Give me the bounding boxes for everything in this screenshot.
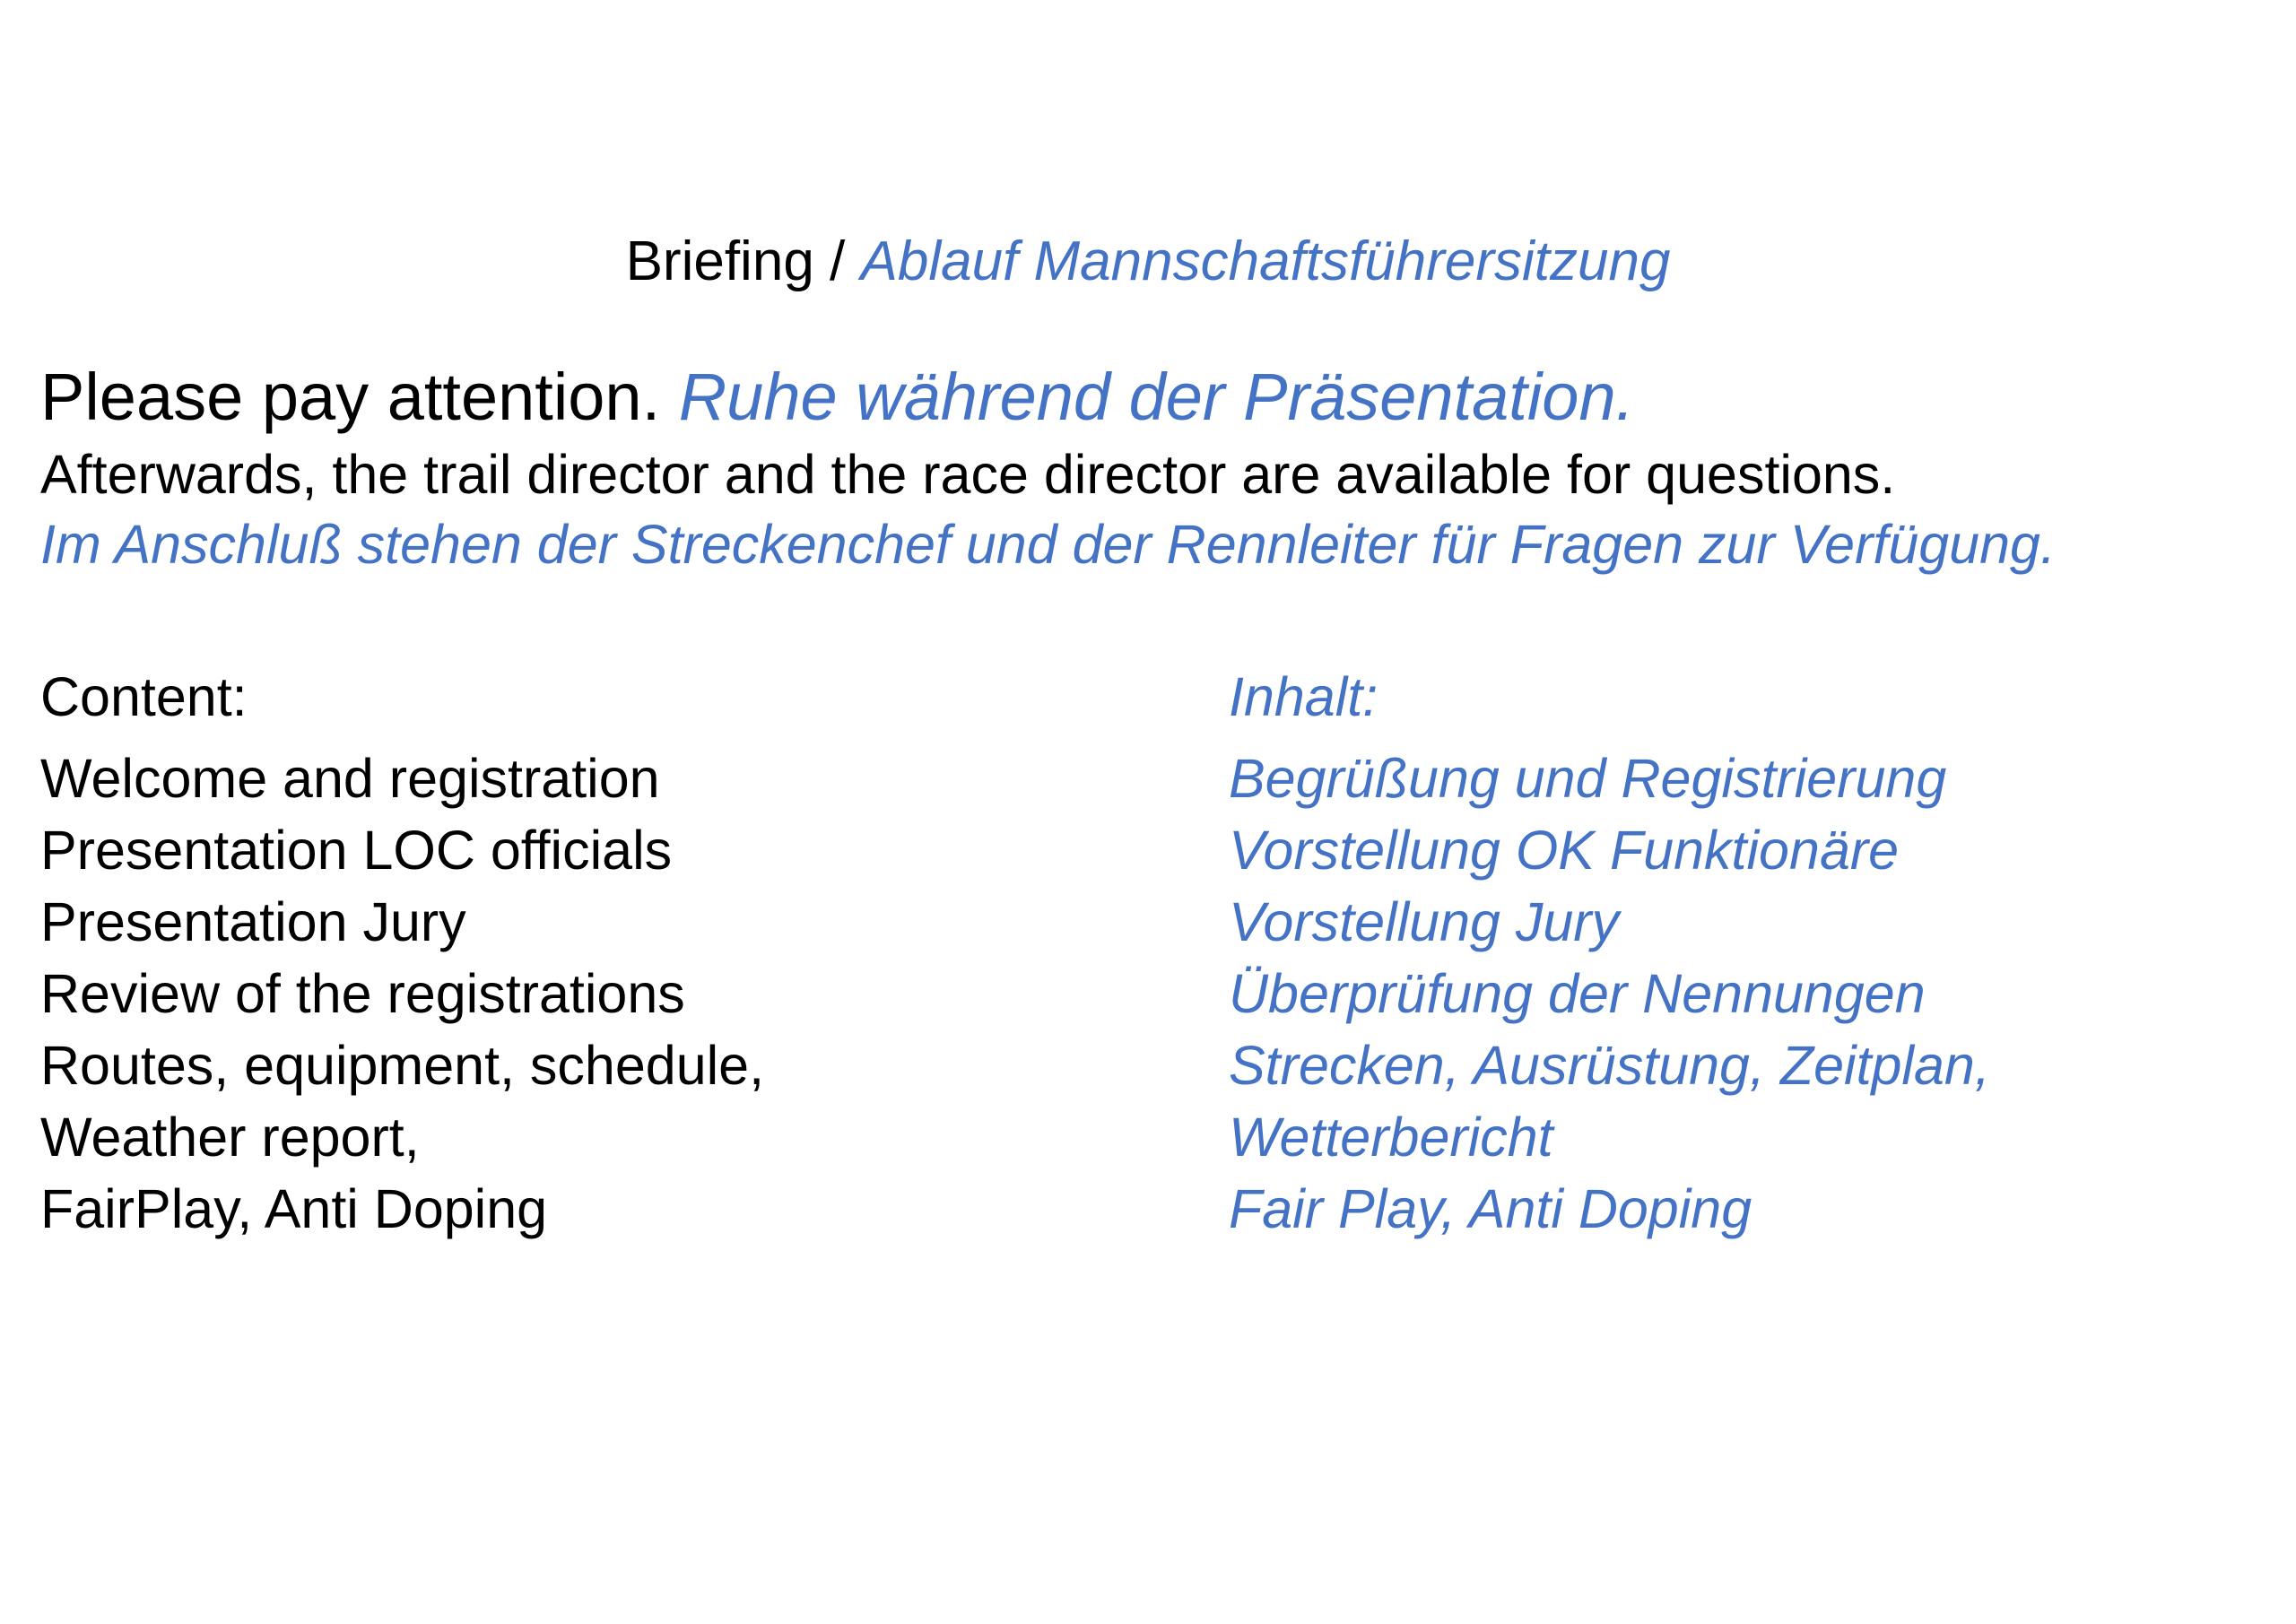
content-list-german [1229, 743, 1990, 1245]
list-item: Review of the registrations [40, 963, 685, 1024]
content-heading-german: Inhalt: [1229, 666, 1378, 727]
list-item: Routes, equipment, schedule, [40, 1035, 765, 1096]
list-item: Presentation Jury [40, 891, 466, 952]
slide-title-english: Briefing / [625, 230, 861, 292]
list-item: Presentation LOC officials [40, 820, 673, 881]
list-item: Überprüfung der Nennungen [1229, 963, 1926, 1024]
list-item: Vorstellung OK Funktionäre [1229, 820, 1900, 881]
intro-english: Afterwards, the trail director and the race director are available for questions. [40, 444, 1896, 505]
content-heading-english: Content: [40, 666, 248, 727]
list-item: Welcome and registration [40, 748, 660, 809]
list-item: Weather report, [40, 1107, 420, 1168]
content-column-english [40, 662, 764, 1245]
attention-english: Please pay attention. [40, 360, 679, 434]
list-item: Strecken, Ausrüstung, Zeitplan, [1229, 1035, 1990, 1096]
content-list-english [40, 743, 764, 1245]
slide-title-german: Ablauf Mannschaftsführersitzung [860, 230, 1671, 292]
list-item: FairPlay, Anti Doping [40, 1178, 548, 1239]
list-item: Begrüßung und Registrierung [1229, 748, 1947, 809]
list-item: Fair Play, Anti Doping [1229, 1178, 1752, 1239]
list-item: Vorstellung Jury [1229, 891, 1620, 952]
content-column-german [1229, 662, 1990, 1245]
list-item: Wetterbericht [1229, 1107, 1553, 1168]
attention-german: Ruhe während der Präsentation. [678, 360, 1635, 434]
attention-line [40, 357, 1634, 438]
slide-title [0, 226, 2296, 298]
intro-german: Im Anschluß stehen der Streckenchef und der Rennleiter für Fragen zur Verfügung. [40, 514, 2056, 575]
